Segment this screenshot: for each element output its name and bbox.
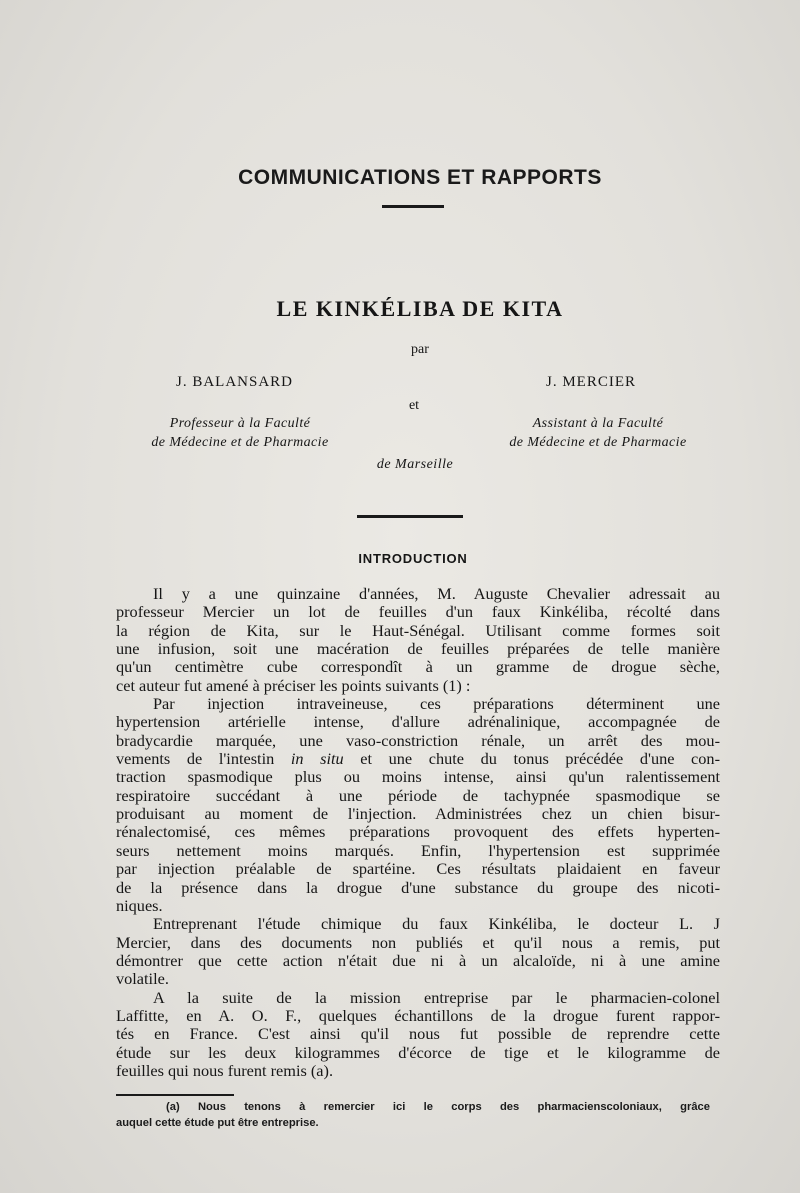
body-line: vements de l'intestin in situ et une chute du tonus précédée d'une con- [116,749,720,769]
body-line: cet auteur fut amené à préciser les points suivants (1) : [116,675,471,695]
affiliation-line: de Médecine et de Pharmacie [509,435,687,450]
body-line: de la présence dans la drogue d'une substance du groupe des nicoti- [116,877,720,897]
body-line: Mercier, dans des documents non publiés et qu'il nous a remis, put [116,932,720,952]
body-line: Par injection intraveineuse, ces préparations déterminent une [153,694,720,714]
byline-par: par [411,342,429,357]
title-divider [382,205,444,208]
author-name-right: J. MERCIER [546,374,637,390]
article-title: LE KINKÉLIBA DE KITA [276,296,564,321]
author-affiliation-right [478,414,718,452]
affiliation-line: Professeur à la Faculté [169,416,311,431]
affiliation-city: de Marseille [376,457,454,472]
body-line: A la suite de la mission entreprise par le pharmacien-colonel [153,987,720,1007]
body-line: Laffitte, en A. O. F., quelques échantillons de la drogue furent rappor- [116,1005,720,1025]
header-divider [357,515,463,518]
body-line: Entreprenant l'étude chimique du faux Kinkéliba, le docteur L. J [153,914,720,934]
body-line: volatile. [116,969,169,989]
footnote-divider [116,1094,234,1096]
body-line: hypertension artérielle intense, d'allure adrénalinique, accompagnée de [116,712,720,732]
body-line: Il y a une quinzaine d'années, M. Auguste Chevalier adressait au [153,584,720,603]
body-line: par injection préalable de spartéine. Ces résultats plaidaient en faveur [116,859,720,879]
body-line: tés en France. C'est ainsi qu'il nous fut possible de reprendre cette [116,1024,720,1044]
body-line: la région de Kita, sur le Haut-Sénégal. Utilisant comme formes soit [116,620,720,640]
author-affiliation-left [120,414,360,452]
body-line: qu'un centimètre cube correspondît à un gramme de drogue sèche, [116,657,720,677]
footnote [116,1099,710,1131]
body-line: traction spasmodique plus ou moins intense, ainsi qu'un ralentissement [116,767,720,787]
affiliation-line: de Médecine et de Pharmacie [151,435,329,450]
author-conjunction: et [408,398,420,413]
body-line: respiratoire succédant à une période de tachypnée spasmodique se [116,785,720,805]
body-line: produisant au moment de l'injection. Administrées chez un chien bisur- [116,804,720,824]
body-text [116,585,720,1080]
body-line: bradycardie marquée, une vaso-constriction rénale, un arrêt des mou- [116,730,720,750]
body-line: démontrer que cette action n'était due ni à un alcaloïde, ni à une amine [116,950,720,970]
body-line: seurs nettement moins marqués. Enfin, l'hypertension est supprimée [116,840,720,860]
section-heading: INTRODUCTION [358,551,468,566]
footnote-line: (a) Nous tenons à remercier ici le corps des pharmacienscoloniaux, grâce [166,1101,710,1113]
affiliation-line: Assistant à la Faculté [532,416,664,431]
author-name-left: J. BALANSARD [176,374,294,390]
body-line: niques. [116,895,163,915]
footnote-line: auquel cette étude put être entreprise. [116,1117,319,1129]
body-line: rénalectomisé, ces mêmes préparations provoquent des effets hyperten- [116,822,720,842]
body-line: une infusion, soit une macération de feuilles préparées de telle manière [116,639,720,659]
section-title: COMMUNICATIONS ET RAPPORTS [238,166,602,189]
body-line: professeur Mercier un lot de feuilles d'un faux Kinkéliba, récolté dans [116,602,720,622]
italic-term: in situ [290,749,344,769]
body-line: étude sur les deux kilogrammes d'écorce de tige et le kilogramme de [116,1042,720,1062]
body-line: feuilles qui nous furent remis (a). [116,1060,334,1080]
